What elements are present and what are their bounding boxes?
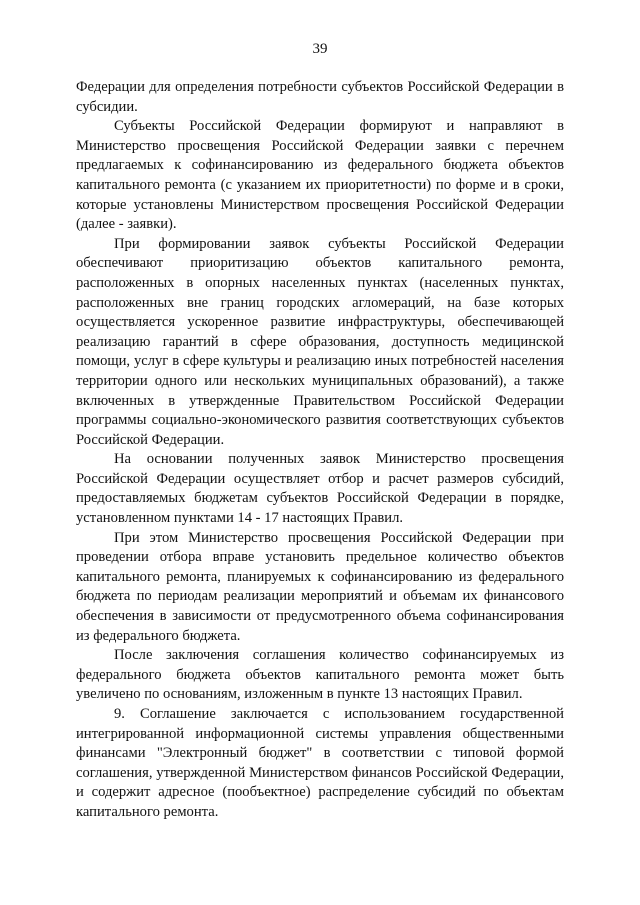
paragraph-selection: На основании полученных заявок Министерство просвещения Российской Федерации осуществляет отбор и расчет размеров субсидий, предоставляемых бюджетам субъектов Российской Федерации в порядке, установленном пунктами 14 - 17 настоящих Правил. — [76, 451, 564, 527]
paragraph-applications: Субъекты Российской Федерации формируют и направляют в Министерство просвещения Российской Федерации заявки с перечнем предлагаемых к софинансированию из федерального бюджета объектов капитального ремонта (с указанием их приоритетности) по форме и в сроки, которые установлены Министерством просвещения Российской Федерации (далее - заявки). — [76, 118, 564, 233]
page-number: 39 — [312, 41, 328, 57]
paragraph-prioritization: При формировании заявок субъекты Российской Федерации обеспечивают приоритизацию объектов капитального ремонта, расположенных в опорных населенных пунктах (населенных пунктах, расположенных вне границ городских агломераций, на базе которых осуществляется ускоренное развитие инфраструктуры, обеспечивающей реализацию гарантий в сфере образования, доступность медицинской помощи, услуг в сфере культуры и реализацию иных потребностей населения территории одного или нескольких муниципальных образований), а также включенных в утвержденные Правительством Российской Федерации программы социально-экономического развития соответствующих субъектов Российской Федерации. — [76, 235, 564, 448]
document-body — [76, 78, 564, 823]
paragraph-limit: При этом Министерство просвещения Российской Федерации при проведении отбора вправе установить предельное количество объектов капитального ремонта, планируемых к софинансированию из федерального бюджета по периодам реализации мероприятий и объемам их финансового обеспечения в зависимости от предусмотренного объема софинансирования из федерального бюджета. — [76, 529, 564, 644]
paragraph-increase: После заключения соглашения количество софинансируемых из федерального бюджета объектов капитального ремонта может быть увеличено по основаниям, изложенным в пункте 13 настоящих Правил. — [76, 647, 564, 703]
paragraph-agreement: 9. Соглашение заключается с использованием государственной интегрированной информационной системы управления общественными финансами "Электронный бюджет" в соответствии с типовой формой соглашения, утвержденной Министерством финансов Российской Федерации, и содержит адресное (пообъектное) распределение субсидий по объектам капитального ремонта. — [76, 706, 564, 820]
paragraph-continuation: Федерации для определения потребности субъектов Российской Федерации в субсидии. — [76, 79, 564, 115]
